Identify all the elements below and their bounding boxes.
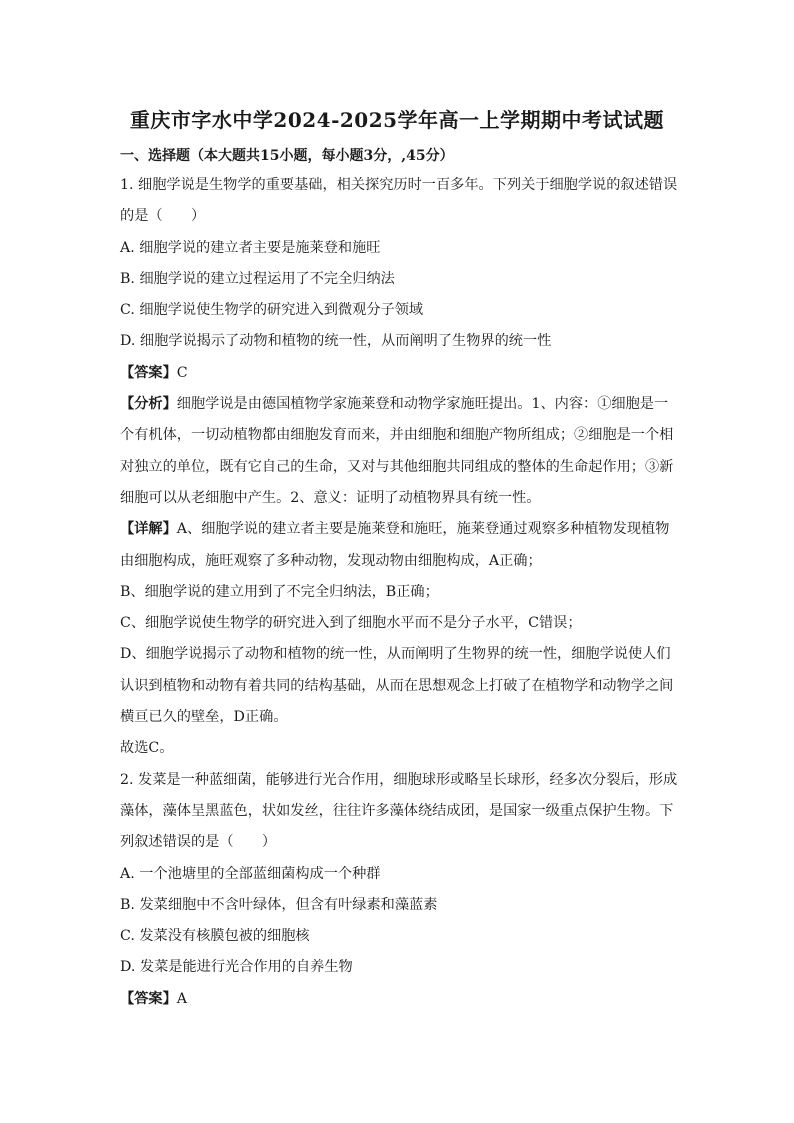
- question-1-detail-b: B、细胞学说的建立用到了不完全归纳法，B正确；: [120, 583, 439, 600]
- question-1-detail-a: [120, 514, 680, 577]
- question-1-answer: [120, 358, 680, 389]
- document-title: 重庆市字水中学2024-2025学年高一上学期期中考试试题: [129, 108, 665, 132]
- answer-value: C: [176, 364, 188, 381]
- document-body: [120, 170, 680, 1015]
- answer-tag: 【答案】: [120, 990, 177, 1007]
- question-1-detail-d: D、细胞学说揭示了动物和植物的统一性，从而阐明了生物界的统一性，细胞学说使人们认识到植物和动物有着共同的结构基础，从而在思想观念上打破了在植物学和动物学之间横亘已久的壁垒，D正确。: [120, 646, 674, 726]
- question-1-option-c: C. 细胞学说使生物学的研究进入到微观分子领域: [120, 302, 424, 319]
- question-2-answer: [120, 984, 680, 1015]
- analysis-text: 细胞学说是由德国植物学家施莱登和动物学家施旺提出。1、内容：①细胞是一个有机体，一切动植物都由细胞发育而来，并由细胞和细胞产物所组成；②细胞是一个相对独立的单位，既有它自己的生命，又对与其他细胞共同组成的整体的生命起作用；③新细胞可以从老细胞中产生。2、意义：证明了动植物界具有统一性。: [120, 396, 674, 506]
- question-1-option-a: A. 细胞学说的建立者主要是施莱登和施旺: [120, 239, 381, 256]
- section-heading: 一、选择题（本大题共15小题，每小题3分，,45分）: [120, 148, 454, 164]
- answer-value: A: [176, 990, 188, 1007]
- question-1-stem: 1. 细胞学说是生物学的重要基础，相关探究历时一百多年。下列关于细胞学说的叙述错误的是（ ）: [120, 177, 678, 225]
- question-1-analysis: [120, 389, 680, 514]
- analysis-tag: 【分析】: [120, 396, 177, 413]
- question-1-option-b: B. 细胞学说的建立过程运用了不完全归纳法: [120, 270, 395, 287]
- question-2-option-b: B. 发菜细胞中不含叶绿体，但含有叶绿素和藻蓝素: [120, 896, 438, 913]
- question-1-conclusion: 故选C。: [120, 740, 174, 757]
- question-2-stem: 2. 发菜是一种蓝细菌，能够进行光合作用，细胞球形或略呈长球形，经多次分裂后，形成藻体，藻体呈黑蓝色，状如发丝，往往许多藻体绕结成团，是国家一级重点保护生物。下列叙述错误的是（ ）: [120, 771, 678, 851]
- question-1-option-d: D. 细胞学说揭示了动物和植物的统一性，从而阐明了生物界的统一性: [120, 333, 552, 350]
- answer-tag: 【答案】: [120, 364, 177, 381]
- question-2-option-a: A. 一个池塘里的全部蓝细菌构成一个种群: [120, 865, 381, 882]
- detail-text: A、细胞学说的建立者主要是施莱登和施旺，施莱登通过观察多种植物发现植物由细胞构成，施旺观察了多种动物，发现动物由细胞构成，A正确；: [120, 521, 670, 569]
- question-2-option-d: D. 发菜是能进行光合作用的自养生物: [120, 959, 353, 976]
- detail-tag: 【详解】: [120, 521, 177, 538]
- question-2-option-c: C. 发菜没有核膜包被的细胞核: [120, 928, 310, 945]
- question-1-detail-c: C、细胞学说使生物学的研究进入到了细胞水平而不是分子水平，C错误；: [120, 615, 582, 632]
